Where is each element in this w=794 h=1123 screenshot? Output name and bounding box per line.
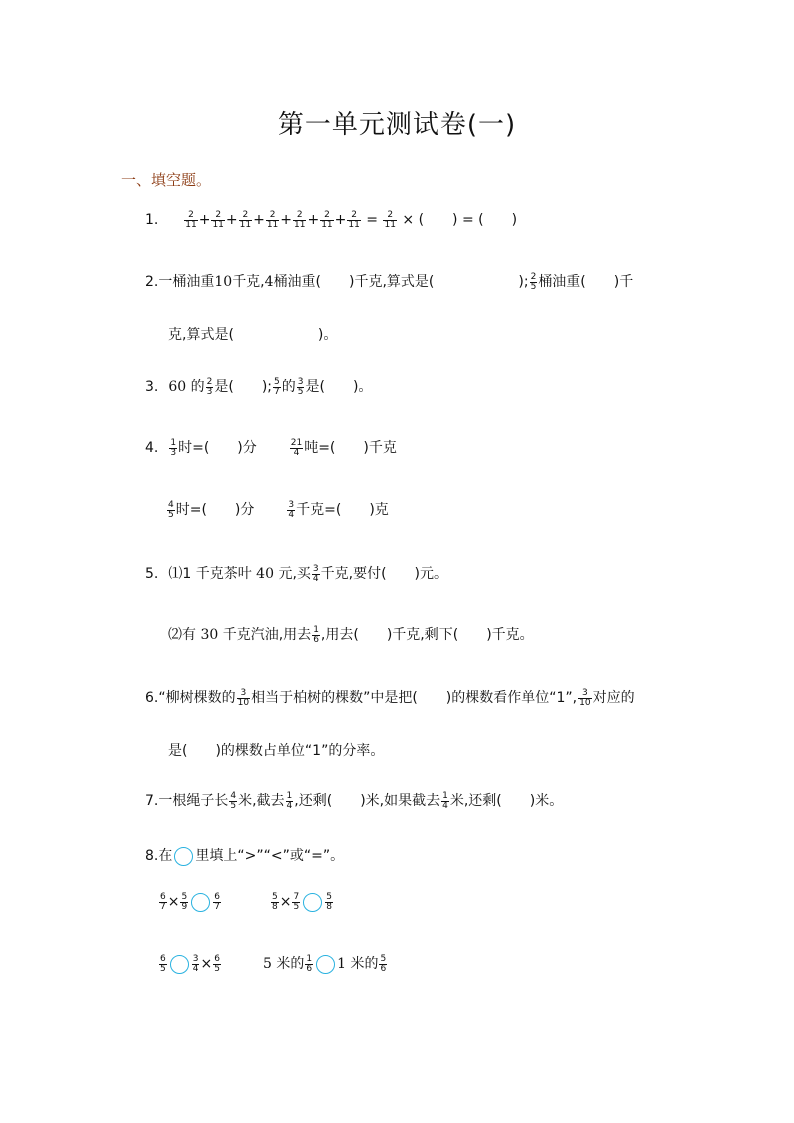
q3-text-1: 的	[190, 379, 205, 395]
q3-text-2: 是( );	[214, 379, 273, 395]
q3-fraction-2: $\frac{5}{7}$	[274, 376, 280, 397]
q1-tail: ( ) = ( )	[418, 212, 518, 228]
q1-fraction: $\frac{2}{11}$	[384, 209, 396, 230]
section-heading: 一、填空题。	[121, 171, 212, 189]
q8-compare-a	[158, 892, 222, 912]
q4-fraction-c: $\frac{4}{5}$	[168, 499, 174, 520]
q2-number-4: 4	[264, 274, 274, 290]
q7-fraction-2: $\frac{1}{4}$	[286, 790, 293, 811]
question-3	[145, 377, 372, 397]
q3-text-3: 的	[281, 379, 296, 395]
q7-number: 7.	[145, 793, 159, 809]
q1-plus-sign: +	[198, 212, 211, 228]
q8-text-2: 里填上“>”“<”或“=”。	[195, 848, 345, 864]
q1-plus-sign: +	[253, 212, 265, 228]
q1-fraction-sum	[183, 209, 362, 230]
question-4-line-2	[166, 500, 389, 520]
q8a-answer-circle[interactable]	[191, 893, 210, 912]
q5-text-1b: 元,买	[278, 566, 311, 582]
q8d-text-2: 米的	[350, 956, 379, 972]
q5-text-1a: ⑴1 千克茶叶	[168, 566, 252, 582]
question-2-line-2: 克,算式是( )。	[168, 327, 338, 343]
q8c-answer-circle[interactable]	[170, 955, 189, 974]
q3-fraction-1: $\frac{2}{3}$	[206, 376, 213, 397]
q8-compare-c	[158, 954, 222, 974]
q8-compare-d	[263, 954, 388, 974]
question-7	[145, 791, 563, 811]
q8c-fraction-1: $\frac{6}{5}$	[160, 953, 166, 974]
q3-text-4: 是( )。	[305, 379, 373, 395]
q4-text-d: 千克=( )克	[296, 502, 389, 518]
q1-sum-fraction: $\frac{2}{11}$	[321, 209, 333, 230]
question-1	[145, 210, 517, 230]
q1-plus-sign: +	[307, 212, 320, 228]
compare-circle-icon	[174, 847, 193, 866]
q1-number: 1.	[145, 212, 159, 228]
q3-fraction-3: $\frac{3}{5}$	[297, 376, 304, 397]
q8c-fraction-3: $\frac{6}{5}$	[214, 953, 220, 974]
q7-text-1: 一根绳子长	[158, 793, 229, 809]
q2-text-2: 千克,	[232, 274, 265, 290]
q8b-times: ×	[279, 894, 292, 910]
q8b-fraction-3: $\frac{5}{8}$	[326, 891, 332, 912]
q6-text-2: 相当于柏树的棵数”中是把( )的棵数看作单位“1”,	[251, 690, 578, 706]
q5-fraction-1: $\frac{3}{4}$	[312, 563, 319, 584]
q5-number-40: 40	[256, 566, 274, 582]
q6-number: 6.	[145, 690, 159, 706]
q2-number: 2.	[145, 274, 159, 290]
q8b-answer-circle[interactable]	[303, 893, 322, 912]
q8-compare-b	[270, 892, 334, 912]
q8c-times: ×	[200, 956, 213, 972]
q1-sum-fraction: $\frac{2}{11}$	[266, 209, 279, 230]
q4-fraction-b: $\frac{21}{4}$	[290, 437, 303, 458]
q1-times: ×	[402, 212, 415, 228]
q8a-fraction-1: $\frac{6}{7}$	[160, 891, 166, 912]
q5-text-1c: 千克,要付( )元。	[320, 566, 449, 582]
q8b-fraction-1: $\frac{5}{8}$	[272, 891, 278, 912]
q5-number: 5.	[145, 566, 159, 582]
q8-number: 8.	[145, 848, 159, 864]
q5-number-30: 30	[200, 627, 219, 643]
q2-text-3: 桶油重( )千克,算式是( );	[273, 274, 529, 290]
q1-plus-sign: +	[280, 212, 293, 228]
q8d-text-1: 米的	[276, 956, 305, 972]
q1-eq-sign: =	[366, 212, 379, 228]
q7-fraction-1: $\frac{4}{5}$	[230, 790, 237, 811]
q3-number-60: 60	[168, 379, 187, 395]
q3-number: 3.	[145, 379, 159, 395]
q7-fraction-3: $\frac{1}{4}$	[442, 790, 448, 811]
q6-fraction-1: $\frac{3}{10}$	[237, 687, 250, 708]
q8d-number-1: 1	[337, 956, 347, 972]
q1-sum-fraction: $\frac{2}{11}$	[212, 209, 224, 230]
q8d-fraction-1: $\frac{1}{6}$	[306, 953, 313, 974]
q6-text-1: “柳树棵数的	[158, 690, 236, 706]
q5-text-2b: 千克汽油,用去	[222, 627, 312, 643]
q1-sum-fraction: $\frac{2}{11}$	[185, 209, 197, 230]
q4-number: 4.	[145, 440, 159, 456]
q8a-fraction-3: $\frac{6}{7}$	[214, 891, 220, 912]
q1-plus-sign: +	[334, 212, 347, 228]
q4-fraction-a: $\frac{1}{3}$	[170, 437, 177, 458]
page-title: 第一单元测试卷(一)	[277, 110, 517, 140]
q4-text-a: 时=( )分	[178, 440, 257, 456]
q2-text-1: 一桶油重	[158, 274, 215, 290]
q1-sum-fraction: $\frac{2}{11}$	[294, 209, 306, 230]
q5-text-2c: ,用去( )千克,剩下( )千克。	[320, 627, 534, 643]
q8d-fraction-2: $\frac{5}{6}$	[380, 953, 387, 974]
q8-text-1: 在	[158, 848, 173, 864]
q4-text-c: 时=( )分	[175, 502, 255, 518]
q7-text-4: 米,还剩( )米。	[449, 793, 564, 809]
q1-sum-fraction: $\frac{2}{11}$	[348, 209, 360, 230]
q1-sum-fraction: $\frac{2}{11}$	[239, 209, 252, 230]
q6-fraction-2: $\frac{3}{10}$	[579, 687, 591, 708]
q8a-times: ×	[167, 894, 180, 910]
q2-fraction: $\frac{2}{5}$	[530, 271, 537, 292]
q4-fraction-d: $\frac{3}{4}$	[288, 499, 295, 520]
q1-plus-sign: +	[225, 212, 238, 228]
q8d-answer-circle[interactable]	[316, 955, 335, 974]
q8b-fraction-2: $\frac{7}{5}$	[293, 891, 300, 912]
question-5-line-2	[168, 625, 534, 645]
question-6-line-2: 是( )的棵数占单位“1”的分率。	[168, 743, 385, 759]
q8d-number-5: 5	[263, 956, 272, 972]
q5-text-2a: ⑵有	[168, 627, 196, 643]
q7-text-3: ,还剩( )米,如果截去	[294, 793, 441, 809]
q8c-fraction-2: $\frac{3}{4}$	[192, 953, 199, 974]
question-5-line-1	[145, 564, 448, 584]
question-6-line-1	[145, 688, 635, 708]
q8a-fraction-2: $\frac{5}{9}$	[181, 891, 188, 912]
question-4-line-1	[145, 438, 397, 458]
question-2-line-1	[145, 272, 633, 292]
q4-text-b: 吨=( )千克	[304, 440, 397, 456]
q5-fraction-2: $\frac{1}{6}$	[313, 624, 319, 645]
q6-text-3: 对应的	[592, 690, 635, 706]
q2-text-4: 桶油重( )千	[538, 274, 634, 290]
question-8	[145, 846, 344, 866]
q2-number-10: 10	[214, 274, 233, 290]
q7-text-2: 米,截去	[238, 793, 285, 809]
